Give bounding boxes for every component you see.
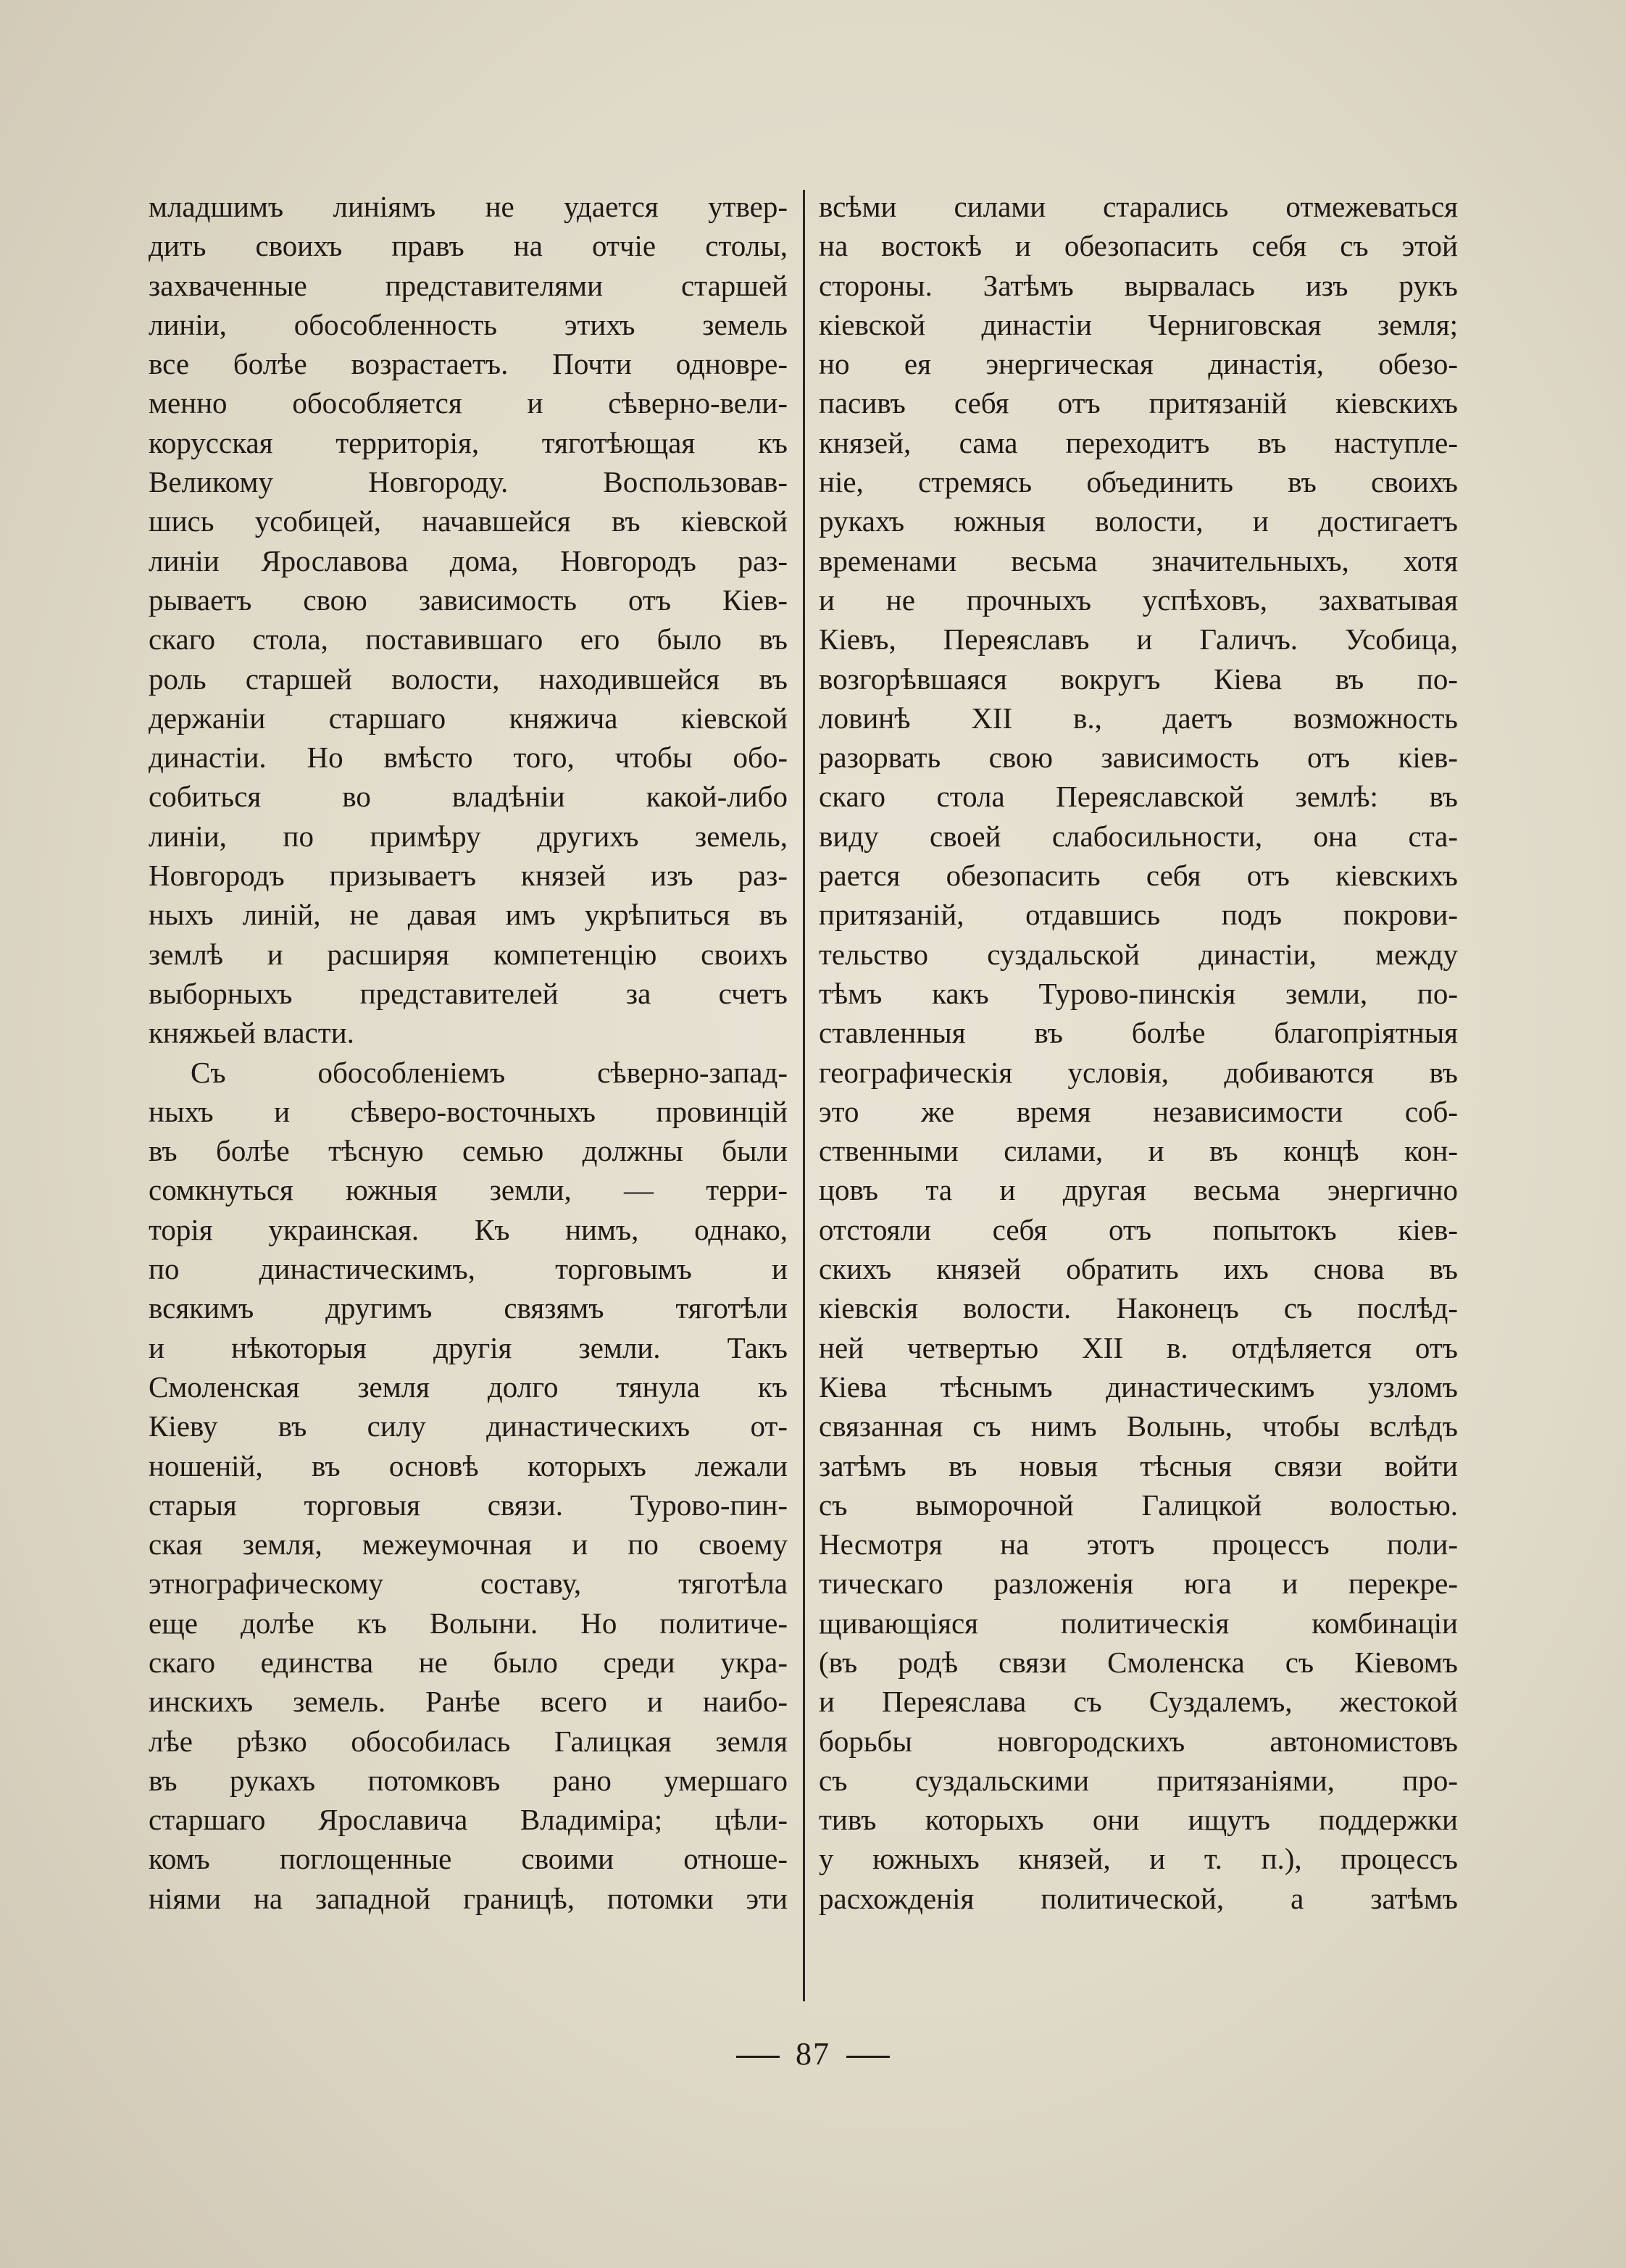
text-line: комъ поглощенные своими отноше-: [149, 1842, 788, 1876]
text-line: ныхъ линій, не давая имъ укрѣпиться въ: [149, 898, 788, 932]
text-line: отстояли себя отъ попытокъ кіев-: [819, 1212, 1458, 1246]
text-line: Новгородъ призываетъ князей изъ раз-: [149, 859, 788, 893]
text-line: скаго стола Переяславской землѣ: въ: [819, 780, 1458, 814]
text-line: у южныхъ князей, и т. п.), процессъ: [819, 1842, 1458, 1876]
text-line: кіевскія волости. Наконецъ съ послѣд-: [819, 1291, 1458, 1325]
text-line: младшимъ линіямъ не удается утвер-: [149, 190, 788, 223]
text-line: съ суздальскими притязаніями, про-: [819, 1763, 1458, 1797]
text-line: ловинѣ XII в., даетъ возможность: [819, 701, 1458, 735]
text-line: пасивъ себя отъ притязаній кіевскихъ: [819, 386, 1458, 420]
text-line: географическія условія, добиваются въ: [819, 1055, 1458, 1089]
text-line: линіи, по примѣру другихъ земель,: [149, 819, 788, 853]
text-line: тѣмъ какъ Турово-пинскія земли, по-: [819, 976, 1458, 1010]
text-line: Несмотря на этотъ процессъ поли-: [819, 1527, 1458, 1562]
page-number-footer: [0, 2033, 1626, 2076]
text-line: лѣе рѣзко обособилась Галицкая земля: [149, 1724, 788, 1758]
text-line: притязаній, отдавшись подъ покрови-: [819, 898, 1458, 932]
text-line: сомкнуться южныя земли, — терри-: [149, 1173, 788, 1207]
text-line: и не прочныхъ успѣховъ, захватывая: [819, 583, 1458, 617]
text-line: кіевской династіи Черниговская земля;: [819, 307, 1458, 341]
text-line: дить своихъ правъ на отчіе столы,: [149, 229, 788, 263]
right-text-column: [819, 187, 1458, 1918]
text-line: Смоленская земля долго тянула къ: [149, 1369, 788, 1404]
text-line: корусская территорія, тяготѣющая къ: [149, 425, 788, 459]
paragraph-start-line: Съ обособленіемъ сѣверно-запад-: [191, 1055, 788, 1089]
text-line: этнографическому составу, тяготѣла: [149, 1567, 788, 1601]
text-line: захваченные представителями старшей: [149, 268, 788, 302]
text-line: расхожденія политической, а затѣмъ: [819, 1881, 1458, 1915]
text-line: ская земля, межеумочная и по своему: [149, 1527, 788, 1562]
text-line: (въ родѣ связи Смоленска съ Кіевомъ: [819, 1645, 1458, 1679]
text-line: стороны. Затѣмъ вырвалась изъ рукъ: [819, 268, 1458, 302]
text-line: линіи Ярославова дома, Новгородъ раз-: [149, 543, 788, 578]
text-line: ношеній, въ основѣ которыхъ лежали: [149, 1448, 788, 1483]
text-line: борьбы новгородскихъ автономистовъ: [819, 1724, 1458, 1758]
text-line: виду своей слабосильности, она ста-: [819, 819, 1458, 853]
text-line: роль старшей волости, находившейся въ: [149, 662, 788, 696]
text-line: всякимъ другимъ связямъ тяготѣли: [149, 1291, 788, 1325]
text-line: все болѣе возрастаетъ. Почти одновре-: [149, 347, 788, 381]
text-line: возгорѣвшаяся вокругъ Кіева въ по-: [819, 662, 1458, 696]
text-line: ніе, стремясь объединить въ своихъ: [819, 465, 1458, 499]
text-line: Кіевъ, Переяславъ и Галичъ. Усобица,: [819, 622, 1458, 656]
text-line: разорвать свою зависимость отъ кіев-: [819, 741, 1458, 775]
text-line: еще долѣе къ Волыни. Но политиче-: [149, 1606, 788, 1640]
text-line: ставленныя въ болѣе благопріятныя: [819, 1016, 1458, 1050]
text-line: скихъ князей обратить ихъ снова въ: [819, 1252, 1458, 1286]
text-line: затѣмъ въ новыя тѣсныя связи войти: [819, 1448, 1458, 1483]
text-line: это же время независимости соб-: [819, 1094, 1458, 1128]
text-line: и нѣкоторыя другія земли. Такъ: [149, 1330, 788, 1364]
text-line: но ея энергическая династія, обезо-: [819, 347, 1458, 381]
text-line: ныхъ и сѣверо-восточныхъ провинцій: [149, 1094, 788, 1128]
text-line: старшаго Ярославича Владиміра; цѣли-: [149, 1803, 788, 1837]
paragraph-end-line: княжьей власти.: [149, 1016, 354, 1050]
text-line: рываетъ свою зависимость отъ Кіев-: [149, 583, 788, 617]
text-line: временами весьма значительныхъ, хотя: [819, 543, 1458, 578]
text-line: инскихъ земель. Ранѣе всего и наибо-: [149, 1685, 788, 1719]
text-line: тивъ которыхъ они ищутъ поддержки: [819, 1803, 1458, 1837]
text-line: выборныхъ представителей за счетъ: [149, 976, 788, 1010]
text-line: держаніи старшаго княжича кіевской: [149, 701, 788, 735]
text-line: Великому Новгороду. Воспользовав-: [149, 465, 788, 499]
text-line: тельство суздальской династіи, между: [819, 937, 1458, 971]
text-line: ніями на западной границѣ, потомки эти: [149, 1881, 788, 1915]
text-line: всѣми силами старались отмежеваться: [819, 190, 1458, 223]
text-line: рукахъ южныя волости, и достигаетъ: [819, 504, 1458, 538]
text-line: тическаго разложенія юга и перекре-: [819, 1567, 1458, 1601]
text-line: Кіеву въ силу династическихъ от-: [149, 1409, 788, 1443]
text-line: связанная съ нимъ Волынь, чтобы вслѣдъ: [819, 1409, 1458, 1443]
text-line: на востокѣ и обезопасить себя съ этой: [819, 229, 1458, 263]
text-line: старыя торговыя связи. Турово-пин-: [149, 1488, 788, 1522]
text-line: въ болѣе тѣсную семью должны были: [149, 1134, 788, 1168]
text-line: скаго стола, поставившаго его было въ: [149, 622, 788, 656]
text-line: Кіева тѣснымъ династическимъ узломъ: [819, 1369, 1458, 1404]
text-line: въ рукахъ потомковъ рано умершаго: [149, 1763, 788, 1797]
page-number-dash-right: [846, 2056, 890, 2058]
text-line: менно обособляется и сѣверно-вели-: [149, 386, 788, 420]
text-line: и Переяслава съ Суздалемъ, жестокой: [819, 1685, 1458, 1719]
text-line: ственными силами, и въ концѣ кон-: [819, 1134, 1458, 1168]
text-line: землѣ и расширяя компетенцію своихъ: [149, 937, 788, 971]
text-line: рается обезопасить себя отъ кіевскихъ: [819, 859, 1458, 893]
page-number-dash-left: [736, 2056, 780, 2058]
text-line: торія украинская. Къ нимъ, однако,: [149, 1212, 788, 1246]
text-line: династіи. Но вмѣсто того, чтобы обо-: [149, 741, 788, 775]
text-line: линіи, обособленность этихъ земель: [149, 307, 788, 341]
column-divider: [803, 190, 805, 2001]
left-text-column: [149, 187, 788, 1918]
page-number: 87: [796, 2036, 830, 2072]
text-line: щивающіяся политическія комбинаціи: [819, 1606, 1458, 1640]
text-line: по династическимъ, торговымъ и: [149, 1252, 788, 1286]
text-line: цовъ та и другая весьма энергично: [819, 1173, 1458, 1207]
text-line: съ выморочной Галицкой волостью.: [819, 1488, 1458, 1522]
text-line: ней четвертью XII в. отдѣляется отъ: [819, 1330, 1458, 1364]
text-line: шись усобицей, начавшейся въ кіевской: [149, 504, 788, 538]
text-line: скаго единства не было среди укра-: [149, 1645, 788, 1679]
text-line: князей, сама переходитъ въ наступле-: [819, 425, 1458, 459]
text-line: собиться во владѣніи какой-либо: [149, 780, 788, 814]
